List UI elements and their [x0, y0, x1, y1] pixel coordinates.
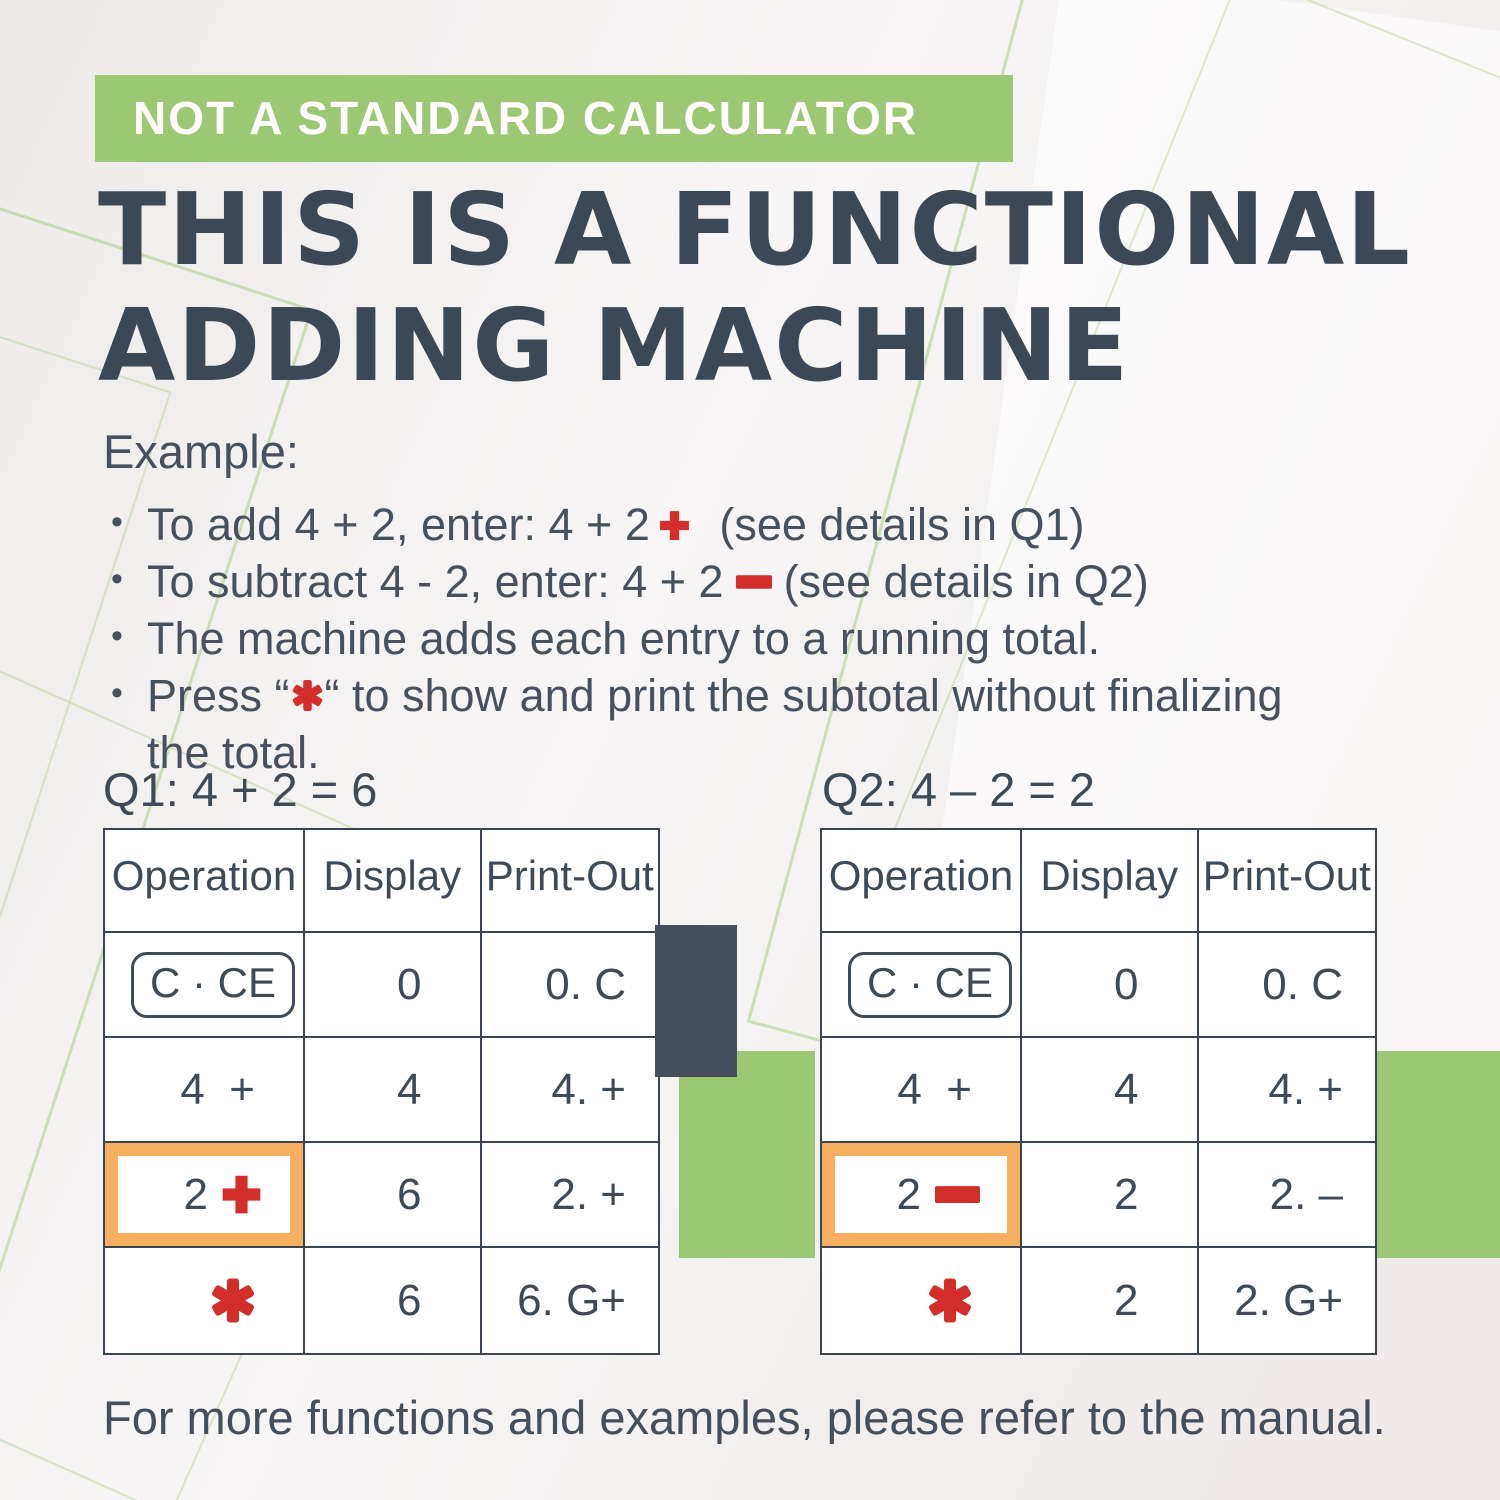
q2-row2-operation: 4 +	[822, 1038, 1022, 1143]
q1-row2-operation: 4 +	[105, 1038, 305, 1143]
page-title-line1: THIS IS A FUNCTIONAL	[98, 171, 1413, 288]
example-section	[103, 424, 1313, 781]
q1-table	[103, 828, 660, 1355]
q1-row4-display: 6	[305, 1248, 482, 1353]
green-accent-rectangle	[679, 1051, 815, 1258]
q1-row3-printout: 2. +	[482, 1143, 659, 1248]
q1-header-printout: Print-Out	[482, 830, 659, 933]
bullet-dot: •	[111, 560, 123, 598]
page-title-line2: ADDING MACHINE	[98, 287, 1131, 404]
minus-icon	[935, 1186, 980, 1203]
page-title	[98, 172, 1412, 404]
q1-row1-display: 0	[305, 933, 482, 1038]
q2-header-printout: Print-Out	[1199, 830, 1376, 933]
example-bullet-add: • To add 4 + 2, enter: 4 + 2 (see details in Q1)	[103, 496, 1307, 553]
q1-table-title: Q1: 4 + 2 = 6	[103, 763, 378, 816]
q2-row2-display: 4	[1022, 1038, 1199, 1143]
q2-header-operation: Operation	[822, 830, 1022, 933]
q2-row1-printout: 0. C	[1199, 933, 1376, 1038]
q2-row4-display: 2	[1022, 1248, 1199, 1353]
q1-header-display: Display	[305, 830, 482, 933]
q1-row3-operation-highlighted: 2	[105, 1143, 305, 1248]
q2-row3-operation-highlighted: 2	[822, 1143, 1022, 1248]
dark-accent-rectangle	[655, 925, 737, 1077]
q2-header-display: Display	[1022, 830, 1199, 933]
green-accent-rectangle	[1375, 1051, 1500, 1258]
c-ce-key: C · CE	[848, 952, 1012, 1018]
plus-icon	[658, 509, 691, 542]
example-bullet-subtract: • To subtract 4 - 2, enter: 4 + 2 (see details in Q2)	[103, 553, 1307, 610]
plus-icon	[220, 1173, 263, 1216]
q2-row1-display: 0	[1022, 933, 1199, 1038]
banner-label: NOT A STANDARD CALCULATOR	[133, 92, 919, 144]
bullet-dot: •	[111, 674, 123, 712]
q2-table-title: Q2: 4 – 2 = 2	[822, 763, 1096, 816]
asterisk-icon	[211, 1277, 255, 1324]
q1-row4-operation	[105, 1248, 305, 1353]
top-banner	[95, 75, 1013, 162]
q1-row2-printout: 4. +	[482, 1038, 659, 1143]
q1-row4-printout: 6. G+	[482, 1248, 659, 1353]
q1-row2-display: 4	[305, 1038, 482, 1143]
q1-row1-operation	[105, 933, 305, 1038]
bullet-dot: •	[111, 617, 123, 655]
footer-note: For more functions and examples, please refer to the manual.	[103, 1391, 1386, 1444]
c-ce-key: C · CE	[131, 952, 295, 1018]
q2-table	[820, 828, 1377, 1355]
example-title: Example:	[103, 425, 299, 478]
q2-row4-operation	[822, 1248, 1022, 1353]
q2-row2-printout: 4. +	[1199, 1038, 1376, 1143]
q2-row3-printout: 2. –	[1199, 1143, 1376, 1248]
q1-row3-display: 6	[305, 1143, 482, 1248]
q2-row3-display: 2	[1022, 1143, 1199, 1248]
example-bullet-list	[103, 496, 1313, 781]
asterisk-icon	[928, 1277, 972, 1324]
q2-row4-printout: 2. G+	[1199, 1248, 1376, 1353]
example-bullet-subtotal: • Press “ “ to show and print the subtotal without finalizing the total.	[103, 667, 1307, 781]
q1-header-operation: Operation	[105, 830, 305, 933]
q1-row1-printout: 0. C	[482, 933, 659, 1038]
asterisk-icon	[292, 679, 323, 712]
example-bullet-running-total: • The machine adds each entry to a running total.	[103, 610, 1307, 667]
q2-row1-operation	[822, 933, 1022, 1038]
bullet-dot: •	[111, 503, 123, 541]
minus-icon	[736, 575, 772, 589]
